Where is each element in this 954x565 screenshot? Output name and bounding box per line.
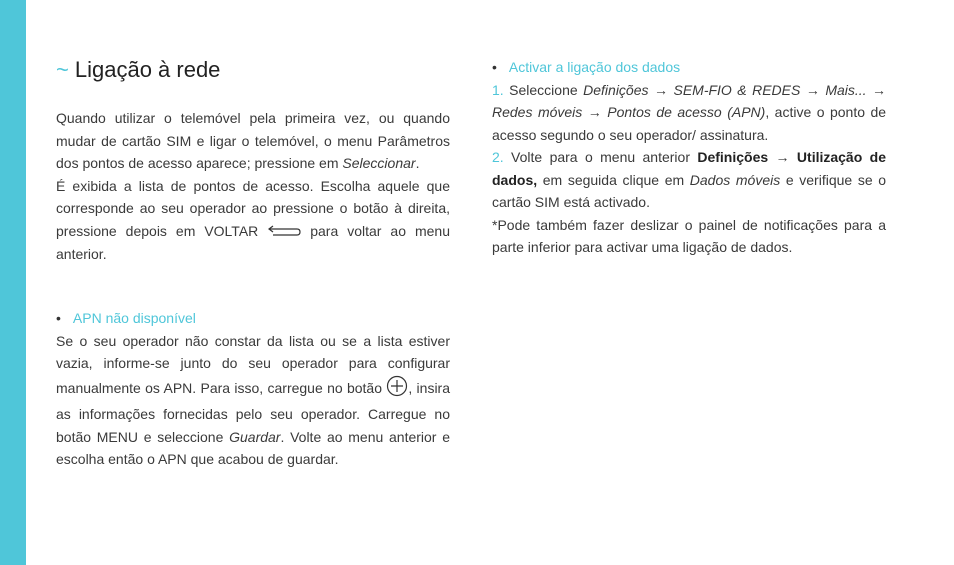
arrow-icon: → <box>805 81 820 98</box>
step-1 <box>492 79 886 147</box>
accent-side-bar <box>0 0 26 565</box>
arrow-icon: → <box>775 149 790 165</box>
step-2-text: Volte para o menu anterior <box>503 149 698 165</box>
p1-text: Quando utilizar o telemóvel pela primeira vez, ou quando mudar de cartão SIM e ligar o telemóvel, o menu Parâmetros dos pontos de acesso aparece; pressione em <box>56 110 450 171</box>
step-2-number: 2. <box>492 149 504 165</box>
step-1-pontos-acesso: Pontos de acesso (APN) <box>607 104 766 120</box>
step-1-text: Seleccione <box>503 81 584 98</box>
bullet-dot: • <box>56 310 61 326</box>
section-title <box>56 57 220 83</box>
intro-paragraphs <box>56 107 450 266</box>
p1-emphasis: Seleccionar <box>342 155 416 171</box>
arrow-icon: → <box>872 81 887 98</box>
data-connection-section <box>492 56 886 259</box>
p2-text: É exibida a lista de pontos de acesso. Escolha aquele que corresponde ao seu operador ao pressione o botão à direita, pressione depois em VOLTAR <box>56 177 450 239</box>
apn-paragraph <box>56 330 450 471</box>
p3-text-mid: , insira as informações fornecidas pelo seu operador. Carregue no botão MENU e seleccione <box>56 379 450 445</box>
arrow-icon: → <box>654 81 668 98</box>
intro-paragraph-2 <box>56 175 450 266</box>
intro-paragraph-1 <box>56 107 450 175</box>
bullet-activate-data <box>492 56 886 79</box>
title-text: Ligação à rede <box>74 57 221 82</box>
step-1-number: 1. <box>492 81 504 98</box>
p3-text: Se o seu operador não constar da lista ou se a lista estiver vazia, informe-se junto do seu operador para configurar manualmente os APN. Para isso, carregue no botão <box>56 332 450 396</box>
p1-end: . <box>415 155 420 171</box>
step-1-redes-moveis: Redes móveis <box>492 104 583 120</box>
title-marker: ~ <box>56 57 69 82</box>
arrow-icon: → <box>587 104 602 120</box>
step-2-text-mid: em seguida clique em <box>537 171 690 188</box>
bullet-dot: • <box>492 59 497 75</box>
step-2 <box>492 146 886 214</box>
p3-emphasis: Guardar <box>229 428 281 445</box>
apn-section <box>56 307 450 471</box>
step-1-definicoes: Definições <box>583 81 649 98</box>
step-2-definicoes: Definições <box>697 149 769 165</box>
step-1-mais: Mais... <box>825 81 867 98</box>
circle-plus-icon <box>386 375 408 404</box>
bullet-apn-unavailable <box>56 307 450 330</box>
p3-text-end: . Volte ao menu anterior e escolha então o APN que acabou de guardar. <box>56 428 450 467</box>
note-paragraph: *Pode também fazer deslizar o painel de notificações para a parte inferior para activar uma ligação de dados. <box>492 216 886 255</box>
step-2-utilizacao: Utilização de dados, <box>492 149 886 188</box>
step-2-dados-moveis: Dados móveis <box>689 171 781 188</box>
step-1-text-end: , active o ponto de acesso segundo o seu operador/ assinatura. <box>492 104 887 143</box>
back-arrow-icon <box>267 221 301 244</box>
step-1-sem-fio: SEM-FIO & REDES <box>673 81 801 98</box>
step-2-text-end: e verifique se o cartão SIM está activado. <box>492 171 887 210</box>
bullet-activate-label: Activar a ligação dos dados <box>508 59 681 75</box>
p2-text-end: para voltar ao menu anterior. <box>56 222 450 263</box>
bullet-apn-label: APN não disponível <box>72 310 196 326</box>
